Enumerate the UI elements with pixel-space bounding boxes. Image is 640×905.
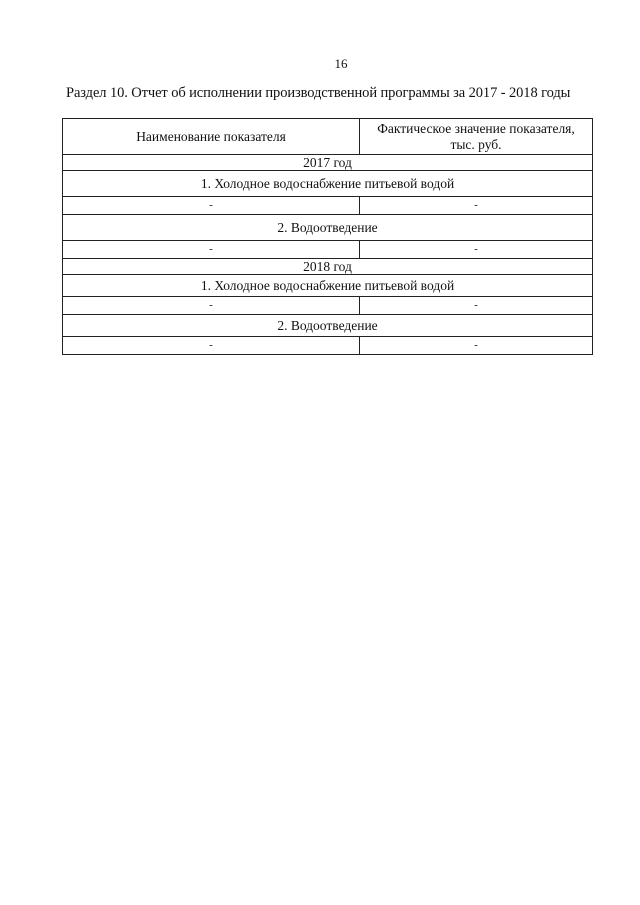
group-title: 2. Водоотведение <box>63 315 593 337</box>
report-table <box>62 118 593 355</box>
group-row-wastewater-2017 <box>63 215 593 241</box>
group-title: 2. Водоотведение <box>63 215 593 241</box>
value-cell: - <box>360 297 593 315</box>
group-row-wastewater-2018 <box>63 315 593 337</box>
value-cell: - <box>360 241 593 259</box>
header-indicator-name: Наименование показателя <box>63 119 360 155</box>
year-label: 2018 год <box>63 259 593 275</box>
indicator-cell: - <box>63 197 360 215</box>
header-actual-value: Фактическое значение показателя, тыс. руб. <box>360 119 593 155</box>
table-row <box>63 241 593 259</box>
year-label: 2017 год <box>63 155 593 171</box>
group-title: 1. Холодное водоснабжение питьевой водой <box>63 275 593 297</box>
value-cell: - <box>360 197 593 215</box>
indicator-cell: - <box>63 241 360 259</box>
group-row-cold-water-2018 <box>63 275 593 297</box>
indicator-cell: - <box>63 297 360 315</box>
table-row <box>63 197 593 215</box>
table-row <box>63 297 593 315</box>
page-number: 16 <box>334 56 348 71</box>
table-row <box>63 337 593 355</box>
year-row-2017 <box>63 155 593 171</box>
group-row-cold-water-2017 <box>63 171 593 197</box>
indicator-cell: - <box>63 337 360 355</box>
group-title: 1. Холодное водоснабжение питьевой водой <box>63 171 593 197</box>
value-cell: - <box>360 337 593 355</box>
section-title: Раздел 10. Отчет об исполнении производственной программы за 2017 - 2018 годы <box>66 85 571 101</box>
table-header-row <box>63 119 593 155</box>
year-row-2018 <box>63 259 593 275</box>
